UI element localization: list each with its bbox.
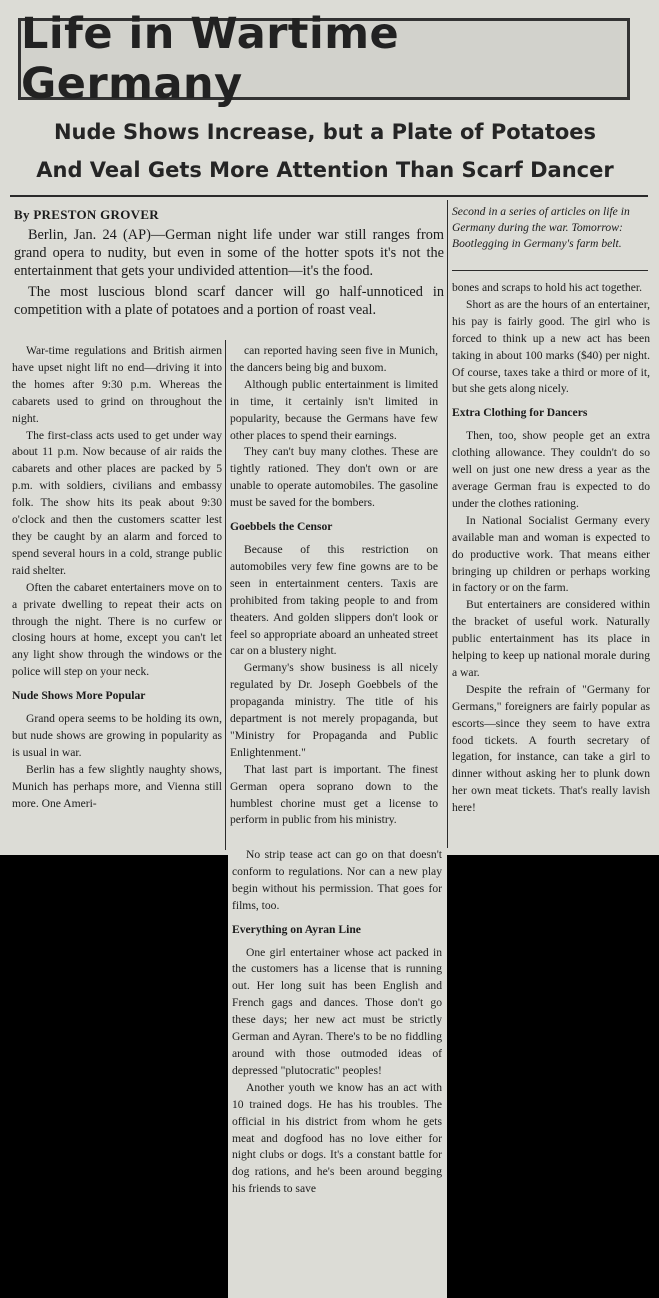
body-paragraph: Germany's show business is all nicely regulated by Dr. Joseph Goebbels of the propaganda ministry. The title of his department is not merely propaganda, but "Ministry for Propaganda and Public Enlightenment." <box>230 661 438 759</box>
column-1 <box>12 343 222 853</box>
column-2 <box>230 343 438 853</box>
deck-divider <box>10 195 648 197</box>
body-paragraph: War-time regulations and British airmen have upset night lift no end—driving it into the homes after 9:30 p.m. Whereas the cabarets used to grind on throughout the night. <box>12 344 222 425</box>
column-rule <box>447 200 448 848</box>
body-paragraph: Berlin has a few slightly naughty shows, Munich has perhaps more, and Vienna still more. One Ameri- <box>12 762 222 810</box>
body-paragraph: One girl entertainer whose act packed in the customers has a license that is running out. Her long suit has been English and French gags and dances. Those don't go these days; her new act must be strictly German and Ayran. There's to be no fiddling around with those outmoded ideas of depressed "plutocratic" peoples! <box>232 945 442 1077</box>
body-paragraph: But entertainers are considered within the bracket of useful work. Naturally public entertainment has its place in helping to keep up national morale during a war. <box>452 598 650 679</box>
body-paragraph: No strip tease act can go on that doesn't conform to regulations. Nor can a new play begin without his permission. That goes for films, too. <box>232 848 442 912</box>
series-note: Second in a series of articles on life in Germany during the war. Tomorrow: Bootlegging in Germany's farm belt. <box>452 205 630 250</box>
body-paragraph: Grand opera seems to be holding its own, but nude shows are growing in popularity as is usual in war. <box>12 712 222 759</box>
column-rule <box>225 340 226 850</box>
column-3 <box>452 280 650 850</box>
body-paragraph: Another youth we know has an act with 10 trained dogs. He has his troubles. The official in his district from whom he gets meat and dogfood has no love either for night clubs or dogs. It's a constant battle for dog rations, and he's been around begging his friends to save <box>232 1080 442 1196</box>
body-paragraph: That last part is important. The finest German opera soprano down to the humblest chorine must get a license to perform in public from his ministry. <box>230 762 438 827</box>
body-paragraph: Despite the refrain of "Germany for Germans," foreigners are fairly popular as escorts—since they seem to have extra food tickets. A fourth secretary of legation, for instance, can take a girl to dinner without asking her to plunk down her own meat tickets. That's really lavish here! <box>452 682 650 815</box>
article-clipping-continuation <box>228 845 447 1298</box>
body-paragraph: They can't buy many clothes. These are tightly rationed. They don't own or are unable to operate automobiles. The gasoline must be saved for the bombers. <box>230 445 438 510</box>
body-paragraph: Then, too, show people get an extra clothing allowance. They couldn't do so well on just one new dress a year as the average German frau is expected to do under the clothes rationing. <box>452 429 650 510</box>
lead-paragraph: Berlin, Jan. 24 (AP)—German night life under war still ranges from grand opera to nudity, but even in some of the hotter spots it's not the entertainment that gets your undivided attention—it's the food. <box>14 227 444 279</box>
body-paragraph: Often the cabaret entertainers move on to a private dwelling to repeat their acts on through the night. There is no curfew or closing hours at home, except you can't let any light show through the windows or the police will step on your neck. <box>12 580 222 679</box>
body-paragraph: Because of this restriction on automobiles very few fine gowns are to be seen in entertainment centers. Taxis are prohibited from taking people to and from theaters. And golden slippers don't look or feel so appropriate aboard an unheated street car on a blustery night. <box>230 542 438 658</box>
body-paragraph: The first-class acts used to get under way about 11 p.m. Now because of air raids the cabarets and other places are packed by 5 p.m. with soldiers, civilians and embassy folk. The show hits its peak about 9:30 o'clock and then the customers scatter lest they be caught by an alarm and forced to spend several hours in a cold, strange public raid shelter. <box>12 428 222 577</box>
lead-paragraph: The most luscious blond scarf dancer will go half-unnoticed in competition with a plate of potatoes and a portion of roast veal. <box>14 284 444 318</box>
body-paragraph: Although public entertainment is limited in time, it certainly isn't limited in popularity, because the Germans have few other places to spend their earnings. <box>230 377 438 442</box>
masthead-title: Life in Wartime Germany <box>21 9 400 109</box>
body-paragraph: In National Socialist Germany every available man and woman is expected to do productive work. That means either bringing up children or perhaps working in factory or on the farm. <box>452 513 650 595</box>
deck-line-2: And Veal Gets More Attention Than Scarf Dancer <box>36 158 614 182</box>
subheading: Extra Clothing for Dancers <box>452 406 588 420</box>
body-paragraph: bones and scraps to hold his act together. <box>452 281 642 294</box>
deck-line-1: Nude Shows Increase, but a Plate of Potatoes <box>53 120 597 144</box>
column-2-continued <box>232 847 442 1296</box>
byline: By PRESTON GROVER <box>14 207 159 222</box>
masthead-box <box>18 9 630 109</box>
lead-section <box>14 206 444 322</box>
note-divider <box>452 270 648 271</box>
subheading: Everything on Ayran Line <box>232 922 361 936</box>
body-paragraph: Short as are the hours of an entertainer, his pay is fairly good. The girl who is forced to think up a new act has been taking in about 100 marks ($40) per night. Of course, taxes take a third or more of it, but she gets along nicely. <box>452 297 650 396</box>
subheading: Goebbels the Censor <box>230 520 333 534</box>
body-paragraph: can reported having seen five in Munich, the dancers being big and buxom. <box>230 344 438 374</box>
subheading: Nude Shows More Popular <box>12 689 146 703</box>
